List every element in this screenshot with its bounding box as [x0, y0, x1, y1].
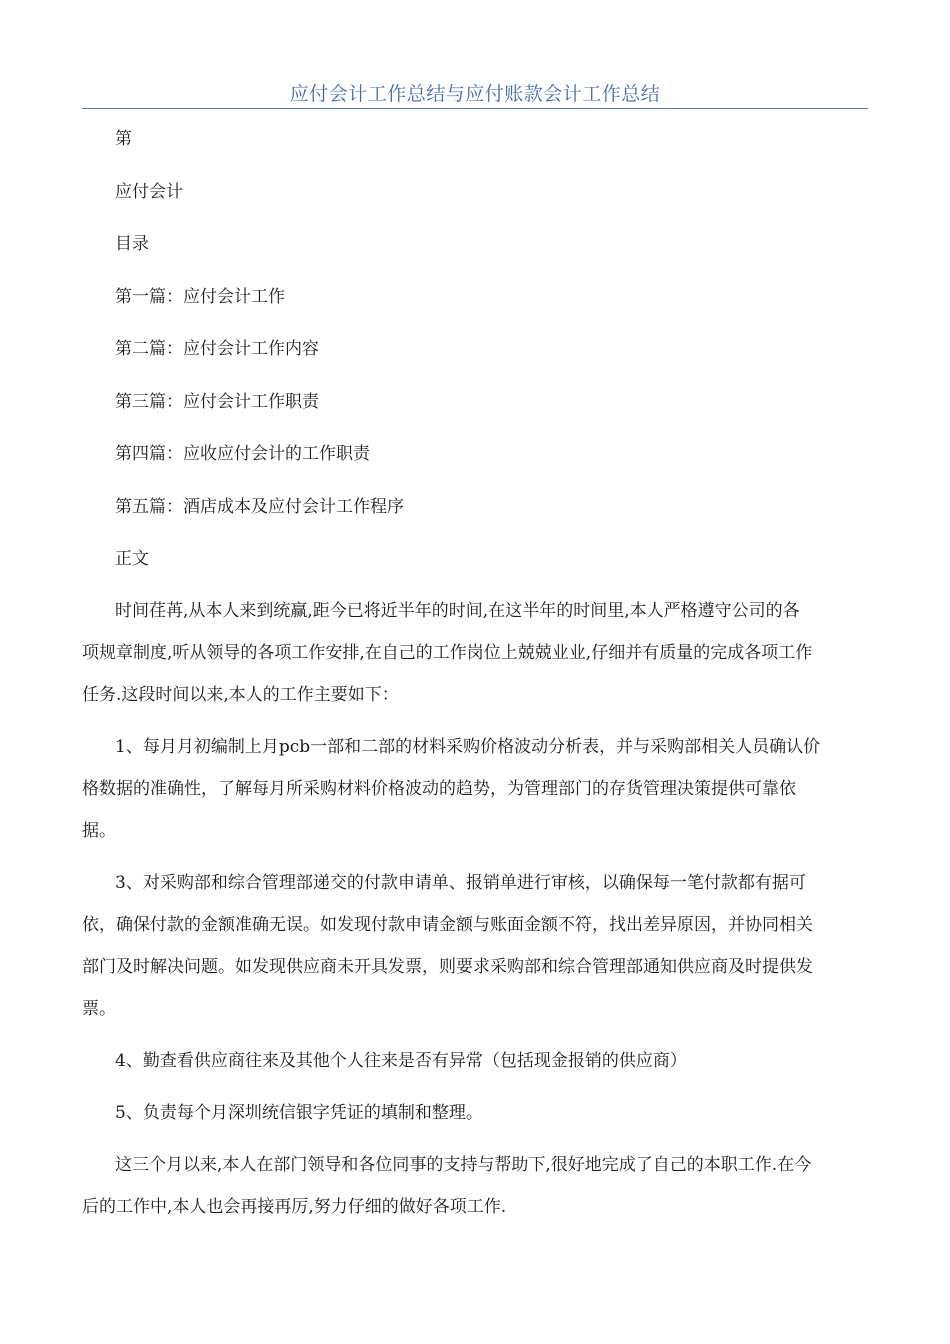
- paragraph-item-3: [82, 862, 867, 1030]
- toc-item: 第一篇：应付会计工作: [115, 287, 285, 307]
- paragraph-line: 时间荏苒,从本人来到统赢,距今已将近半年的时间,在这半年的时间里,本人严格遵守公司的各: [115, 601, 800, 621]
- paragraph-intro: [82, 590, 867, 716]
- toc-item: 第五篇：酒店成本及应付会计工作程序: [115, 497, 404, 517]
- paragraph-line: 这三个月以来,本人在部门领导和各位同事的支持与帮助下,很好地完成了自己的本职工作.在今: [115, 1155, 812, 1175]
- paragraph-item-5: [115, 1092, 867, 1134]
- toc-item: 第二篇：应付会计工作内容: [115, 339, 319, 359]
- paragraph-line: 格数据的准确性，了解每月所采购材料价格波动的趋势，为管理部门的存货管理决策提供可靠依: [82, 779, 796, 799]
- paragraph-line: 部门及时解决问题。如发现供应商未开具发票，则要求采购部和综合管理部通知供应商及时提供发: [82, 957, 813, 977]
- paragraph-line: 后的工作中,本人也会再接再厉,努力仔细的做好各项工作.: [82, 1197, 507, 1217]
- paragraph-line: 4、勤查看供应商往来及其他个人往来是否有异常（包括现金报销的供应商）: [115, 1051, 687, 1071]
- toc-line-heading: 应付会计: [115, 182, 183, 202]
- toc-label: 目录: [115, 234, 149, 254]
- paragraph-item-4: [115, 1040, 867, 1082]
- toc-line-di: 第: [115, 129, 132, 149]
- paragraph-line: 依，确保付款的金额准确无误。如发现付款申请金额与账面金额不符，找出差异原因，并协同相关: [82, 915, 813, 935]
- toc-item: 第四篇：应收应付会计的工作职责: [115, 444, 370, 464]
- paragraph-line: 任务.这段时间以来,本人的工作主要如下：: [82, 685, 399, 705]
- paragraph-conclusion: [82, 1144, 867, 1228]
- document-title: 应付会计工作总结与应付账款会计工作总结: [289, 83, 661, 105]
- body-label: 正文: [115, 549, 149, 569]
- paragraph-line: 1、每月月初编制上月pcb一部和二部的材料采购价格波动分析表，并与采购部相关人员确认价: [115, 737, 821, 757]
- paragraph-item-1: [82, 726, 867, 852]
- paragraph-line: 3、对采购部和综合管理部递交的付款申请单、报销单进行审核，以确保每一笔付款都有据可: [115, 873, 806, 893]
- paragraph-line: 票。: [82, 999, 116, 1019]
- paragraph-line: 据。: [82, 821, 116, 841]
- toc-item: 第三篇：应付会计工作职责: [115, 392, 319, 412]
- paragraph-line: 5、负责每个月深圳统信银字凭证的填制和整理。: [115, 1103, 483, 1123]
- paragraph-line: 项规章制度,听从领导的各项工作安排,在自己的工作岗位上兢兢业业,仔细并有质量的完成各项工作: [82, 643, 813, 663]
- page-header: [82, 80, 868, 109]
